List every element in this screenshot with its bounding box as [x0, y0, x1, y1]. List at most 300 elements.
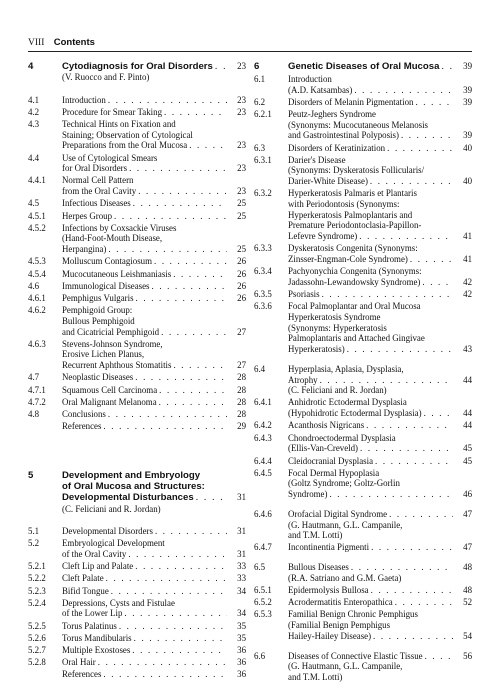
dot-leader [395, 597, 453, 608]
section-number: 5.2.7 [28, 645, 46, 656]
entry-line [288, 375, 472, 386]
toc-entry[interactable] [254, 188, 472, 242]
toc-entry[interactable] [28, 657, 246, 668]
dot-leader [134, 633, 227, 644]
toc-entry[interactable] [254, 542, 472, 553]
entry-line [62, 598, 246, 609]
toc-entry[interactable] [28, 256, 246, 267]
toc-entry[interactable] [254, 109, 472, 141]
toc-entry[interactable] [254, 301, 472, 355]
entry-title: Procedure for Smear Taking [62, 106, 163, 117]
entry-title: References [62, 669, 102, 680]
toc-entry[interactable] [28, 621, 246, 632]
dot-leader [161, 327, 227, 338]
entry-title: Acanthosis Nigricans [288, 420, 365, 431]
dot-leader [373, 631, 453, 642]
entry-title: from the Oral Cavity [62, 186, 137, 197]
dot-leader [98, 657, 227, 668]
toc-entry[interactable] [28, 269, 246, 280]
section-number: 6.1 [254, 73, 266, 84]
entry-title: Disorders of Keratinization [288, 142, 386, 153]
entry-body [288, 74, 472, 95]
toc-entry[interactable] [28, 409, 246, 420]
toc-entry[interactable] [254, 585, 472, 596]
entry-body [62, 421, 246, 432]
section-number: 6.5.1 [254, 585, 272, 596]
toc-entry[interactable] [28, 573, 246, 584]
entry-body [288, 155, 472, 187]
page-ref: 41 [463, 231, 472, 242]
dot-leader [387, 143, 453, 154]
toc-entry[interactable] [28, 385, 246, 396]
toc-entry[interactable] [28, 669, 246, 680]
toc-entry[interactable] [28, 175, 246, 196]
section-number: 6.4.2 [254, 420, 272, 431]
toc-entry[interactable] [254, 74, 472, 95]
section-number: 4.2 [28, 106, 40, 117]
toc-entry[interactable] [28, 153, 246, 174]
toc-entry[interactable] [254, 456, 472, 467]
entry-title: Pemphigoid Group: [62, 305, 133, 316]
entry-title: Hyperkeratosis Palmoplantaris and [288, 209, 413, 220]
section-number: 4.6.1 [28, 292, 46, 303]
entry-line [288, 254, 472, 265]
entry-title: Cleft Lip and Palate [62, 561, 134, 572]
page-ref: 31 [237, 492, 246, 503]
entry-body [288, 266, 472, 287]
dot-leader [173, 360, 227, 371]
section-number: 6.4 [254, 363, 266, 374]
section-number: 4.6.2 [28, 305, 46, 316]
toc-entry[interactable] [28, 598, 246, 619]
entry-line [62, 119, 246, 130]
chapter-title: of Oral Mucosa and Structures: [62, 481, 205, 493]
entry-body [62, 385, 246, 396]
entry-body [62, 657, 246, 668]
entry-title: (R.A. Satriano and G.M. Gaeta) [288, 572, 402, 583]
page-ref: 42 [463, 276, 472, 287]
chapter-title: Genetic Diseases of Oral Mucosa [288, 61, 440, 72]
page-number: VIII [28, 38, 45, 48]
toc-entry[interactable] [28, 538, 246, 559]
entry-line [62, 327, 246, 338]
toc-entry[interactable] [254, 243, 472, 264]
entry-title: of the Oral Cavity [62, 548, 127, 559]
page-ref: 41 [463, 254, 472, 265]
toc-entry[interactable] [28, 645, 246, 656]
entry-title: Mucocutaneous Leishmaniasis [62, 268, 172, 279]
entry-title: Depressions, Cysts and Fistulae [62, 597, 175, 608]
entry-body [62, 119, 246, 151]
entry-line [62, 198, 246, 209]
dot-leader [133, 198, 227, 209]
toc-entry[interactable] [28, 223, 246, 255]
entry-body [288, 562, 472, 583]
page-ref: 25 [237, 198, 246, 209]
toc-entry[interactable] [254, 433, 472, 454]
section-number: 6.5.3 [254, 609, 272, 620]
page-ref: 27 [237, 360, 246, 371]
entry-line [62, 409, 246, 420]
page-ref: 46 [463, 489, 472, 500]
entry-title: (G. Hautmann, G.L. Campanile, [288, 519, 403, 530]
section-number: 5.2.8 [28, 657, 46, 668]
entry-body [288, 509, 472, 541]
entry-line [62, 561, 246, 572]
entry-body [288, 109, 472, 141]
entry-body [288, 301, 472, 355]
dot-leader [173, 269, 227, 280]
entry-line [288, 266, 472, 277]
entry-title: Introduction [288, 73, 332, 84]
entry-body [288, 585, 472, 596]
entry-title: Preparations from the Oral Mucosa [62, 140, 188, 151]
dot-leader [360, 443, 453, 454]
toc-entry[interactable] [28, 421, 246, 432]
toc-entry[interactable] [254, 562, 472, 583]
section-number: 5.2.6 [28, 632, 46, 643]
dot-leader [119, 621, 227, 632]
entry-title: Torus Mandibularis [62, 632, 132, 643]
entry-title: (Hypohidrotic Ectodermal Dysplasia) [288, 408, 422, 419]
section-number: 5.2.2 [28, 573, 46, 584]
toc-entry[interactable] [28, 561, 246, 572]
section-number: 5.1 [28, 525, 40, 536]
page-ref: 23 [237, 163, 246, 174]
entry-title: with Periodontosis (Synonyms: [288, 199, 400, 210]
page-ref: 26 [237, 292, 246, 303]
page-ref: 40 [463, 142, 472, 153]
toc-entry[interactable] [254, 155, 472, 187]
entry-line [288, 489, 472, 500]
entry-line [288, 344, 472, 355]
page-ref: 27 [237, 326, 246, 337]
entry-title: (Synonyms: Hyperkeratosis [288, 322, 387, 333]
entry-body [288, 456, 472, 467]
entry-line [288, 188, 472, 199]
entry-line [62, 573, 246, 584]
entry-line [288, 74, 472, 85]
entry-line [62, 316, 246, 327]
page-ref: 25 [237, 210, 246, 221]
entry-line [288, 651, 472, 662]
toc-entry[interactable] [254, 266, 472, 287]
page-ref: 33 [237, 561, 246, 572]
section-number: 6.3.2 [254, 188, 272, 199]
entry-body [62, 281, 246, 292]
entry-line [62, 586, 246, 597]
entry-spacer [254, 355, 472, 364]
page-ref: 28 [237, 408, 246, 419]
entry-line [288, 631, 472, 642]
dot-leader [135, 561, 227, 572]
toc-entry[interactable] [28, 119, 246, 151]
page-ref: 31 [237, 548, 246, 559]
page-ref: 35 [237, 620, 246, 631]
entry-body [62, 633, 246, 644]
entry-line [62, 481, 246, 492]
entry-body [288, 651, 472, 683]
entry-title: Torus Palatinus [62, 620, 117, 631]
dot-leader [103, 669, 227, 680]
entry-body [62, 645, 246, 656]
entry-title: Orofacial Digital Syndrome [288, 508, 388, 519]
entry-line [288, 333, 472, 344]
entry-body [288, 143, 472, 154]
toc-entry[interactable] [28, 211, 246, 222]
entry-body [62, 211, 246, 222]
page-ref: 36 [237, 669, 246, 680]
toc-entry[interactable] [28, 198, 246, 209]
chapter-authors: (V. Ruocco and F. Pinto) [62, 72, 150, 83]
page-ref: 34 [237, 608, 246, 619]
entry-title: Multiple Exostoses [62, 645, 131, 656]
dot-leader [375, 456, 453, 467]
toc-entry[interactable] [254, 651, 472, 683]
page-ref: 47 [463, 542, 472, 553]
entry-body [288, 542, 472, 553]
entry-title: Bullous Diseases [288, 562, 349, 573]
entry-title: Lefevre Syndrome) [288, 231, 358, 242]
toc-entry[interactable] [254, 97, 472, 108]
entry-line [288, 672, 472, 683]
section-number: 6.3.5 [254, 289, 272, 300]
dot-leader [371, 585, 453, 596]
dot-leader [359, 231, 453, 242]
entry-title: Herpangina) [62, 244, 107, 255]
toc-entry[interactable] [254, 397, 472, 418]
entry-line [62, 269, 246, 280]
dot-leader [136, 293, 227, 304]
page-ref: 39 [463, 130, 472, 141]
dot-leader [215, 61, 227, 72]
entry-body [62, 293, 246, 304]
entry-title: Cleft Palate [62, 573, 104, 584]
toc-entry[interactable] [28, 526, 246, 537]
section-number: 6.5.2 [254, 597, 272, 608]
dot-leader [164, 107, 227, 118]
entry-title: Technical Hints on Fixation and [62, 118, 176, 129]
toc-entry[interactable] [254, 609, 472, 641]
chapter-heading[interactable] [28, 470, 246, 504]
toc-entry[interactable] [254, 143, 472, 154]
toc-entry[interactable] [28, 397, 246, 408]
entry-line [62, 95, 246, 106]
section-number: 4.5.3 [28, 256, 46, 267]
entry-body [288, 364, 472, 396]
entry-title: (G. Hautmann, G.L. Campanile, [288, 661, 403, 672]
section-number: 6.3.3 [254, 243, 272, 254]
entry-line [62, 633, 246, 644]
entry-line [288, 143, 472, 154]
entry-title: Squamous Cell Carcinoma [62, 384, 158, 395]
entry-line [288, 408, 472, 419]
entry-line [288, 176, 472, 187]
entry-line [288, 520, 472, 531]
page-ref: 23 [237, 140, 246, 151]
entry-title: Staining; Observation of Cytological [62, 129, 193, 140]
entry-title: Embryological Development [62, 538, 165, 549]
entry-line [62, 153, 246, 164]
entry-line [288, 312, 472, 323]
entry-title: Immunological Diseases [62, 280, 150, 291]
entry-title: Neoplastic Diseases [62, 372, 134, 383]
toc-entry[interactable] [28, 633, 246, 644]
section-number: 6.3.1 [254, 154, 272, 165]
entry-title: Herpes Group [62, 210, 113, 221]
entry-body [62, 153, 246, 174]
entry-line [288, 231, 472, 242]
chapter-authors: (C. Feliciani and R. Jordan) [62, 503, 161, 514]
entry-title: Incontinentia Pigmenti [288, 542, 370, 553]
entry-title: Focal Dermal Hypoplasia [288, 467, 380, 478]
dot-leader [351, 562, 453, 573]
toc-entry[interactable] [28, 339, 246, 371]
toc-entry[interactable] [254, 364, 472, 396]
toc-left-column [28, 61, 246, 680]
chapter-title: Development and Embryology [62, 469, 201, 481]
entry-title: (Familial Benign Pemphigus [288, 620, 391, 631]
section-number: 6.6 [254, 650, 266, 661]
dot-leader [370, 176, 453, 187]
entry-line [62, 339, 246, 350]
page-ref: 36 [237, 645, 246, 656]
entry-title: (C. Feliciani and R. Jordan) [288, 385, 387, 396]
entry-title: Psoriasis [288, 289, 320, 300]
page-ref: 23 [237, 106, 246, 117]
toc-entry[interactable] [28, 305, 246, 337]
dot-leader [422, 277, 453, 288]
entry-title: Acrodermatitis Enteropathica [288, 597, 393, 608]
section-number: 6.2.1 [254, 108, 272, 119]
dot-leader [108, 244, 227, 255]
entry-title: Hyperkeratosis Palmaris et Plantaris [288, 188, 417, 199]
entry-title: Bifid Tongue [62, 585, 109, 596]
page-ref: 39 [463, 84, 472, 95]
toc-entry[interactable] [28, 95, 246, 106]
entry-title: and Cicatricial Pemphigoid [62, 326, 160, 337]
section-number: 4.7.1 [28, 384, 46, 395]
toc-entry[interactable] [28, 372, 246, 383]
toc-entry[interactable] [28, 281, 246, 292]
entry-body [62, 256, 246, 267]
entry-line [62, 385, 246, 396]
dot-leader [135, 372, 227, 383]
dot-leader [189, 140, 227, 151]
entry-line [288, 597, 472, 608]
section-number: 4.1 [28, 94, 40, 105]
chapter-number: 4 [28, 61, 34, 72]
entry-body [288, 289, 472, 300]
entry-title: Familial Benign Chronic Pemphigus [288, 609, 418, 620]
entry-body [62, 372, 246, 383]
entry-line [288, 573, 472, 584]
chapter-heading[interactable] [254, 61, 472, 72]
chapter-spacer [28, 432, 246, 470]
dot-leader [138, 186, 227, 197]
section-number: 6.5 [254, 562, 266, 573]
dot-leader [155, 526, 227, 537]
entry-line [62, 360, 246, 371]
chapter-title: Cytodiagnosis for Oral Disorders [62, 61, 213, 72]
section-number: 4.3 [28, 118, 40, 129]
section-number: 6.4.7 [254, 542, 272, 553]
page-ref: 44 [463, 420, 472, 431]
entry-line [288, 542, 472, 553]
entry-line [288, 97, 472, 108]
page-ref: 29 [237, 421, 246, 432]
running-title: Contents [53, 37, 95, 48]
entry-body [288, 97, 472, 108]
toc-entry[interactable] [28, 586, 246, 597]
dot-leader [329, 489, 453, 500]
entry-line [288, 620, 472, 631]
entry-title: Infections by Coxsackie Viruses [62, 222, 177, 233]
toc-entry[interactable] [254, 509, 472, 541]
page-ref: 23 [237, 61, 246, 71]
entry-line [62, 140, 246, 151]
entry-line [288, 456, 472, 467]
entry-title: Jadassohn-Lewandowsky Syndrome) [288, 276, 421, 287]
page-ref: 39 [463, 61, 472, 71]
page-ref: 42 [463, 289, 472, 300]
entry-body [62, 95, 246, 106]
entry-line [62, 223, 246, 234]
section-number: 4.5.4 [28, 268, 46, 279]
entry-title: Anhidrotic Ectodermal Dysplasia [288, 397, 407, 408]
section-number: 6.4.6 [254, 508, 272, 519]
entry-line [288, 301, 472, 312]
entry-body [62, 669, 246, 680]
entry-spacer [254, 642, 472, 651]
dot-leader [410, 254, 453, 265]
toc-entry[interactable] [28, 107, 246, 118]
entry-line [62, 669, 246, 680]
page-ref: 48 [463, 562, 472, 573]
toc-entry[interactable] [254, 289, 472, 300]
entry-title: Cleidocranial Dysplasia [288, 455, 374, 466]
entry-body [288, 188, 472, 242]
entry-line [62, 621, 246, 632]
entry-body [288, 61, 472, 72]
toc-entry[interactable] [28, 293, 246, 304]
entry-body [288, 597, 472, 608]
entry-body [62, 61, 246, 72]
toc-entry[interactable] [254, 468, 472, 500]
entry-body [62, 561, 246, 572]
entry-body [62, 470, 246, 504]
page-ref: 33 [237, 573, 246, 584]
page-ref: 36 [237, 657, 246, 668]
section-number: 6.4.3 [254, 432, 272, 443]
entry-line [288, 433, 472, 444]
toc-entry[interactable] [254, 420, 472, 431]
entry-line [62, 163, 246, 174]
toc-entry[interactable] [254, 597, 472, 608]
section-number: 6.3.6 [254, 301, 272, 312]
dot-leader [152, 281, 228, 292]
page-ref: 48 [463, 585, 472, 596]
page-ref: 40 [463, 176, 472, 187]
chapter-heading[interactable] [28, 61, 246, 72]
section-number: 6.3 [254, 142, 266, 153]
page-ref: 45 [463, 455, 472, 466]
entry-line [288, 323, 472, 334]
entry-title: Hyperkeratosis) [288, 344, 345, 355]
entry-title: Conclusions [62, 408, 106, 419]
dot-leader [354, 85, 453, 96]
entry-line [288, 130, 472, 141]
